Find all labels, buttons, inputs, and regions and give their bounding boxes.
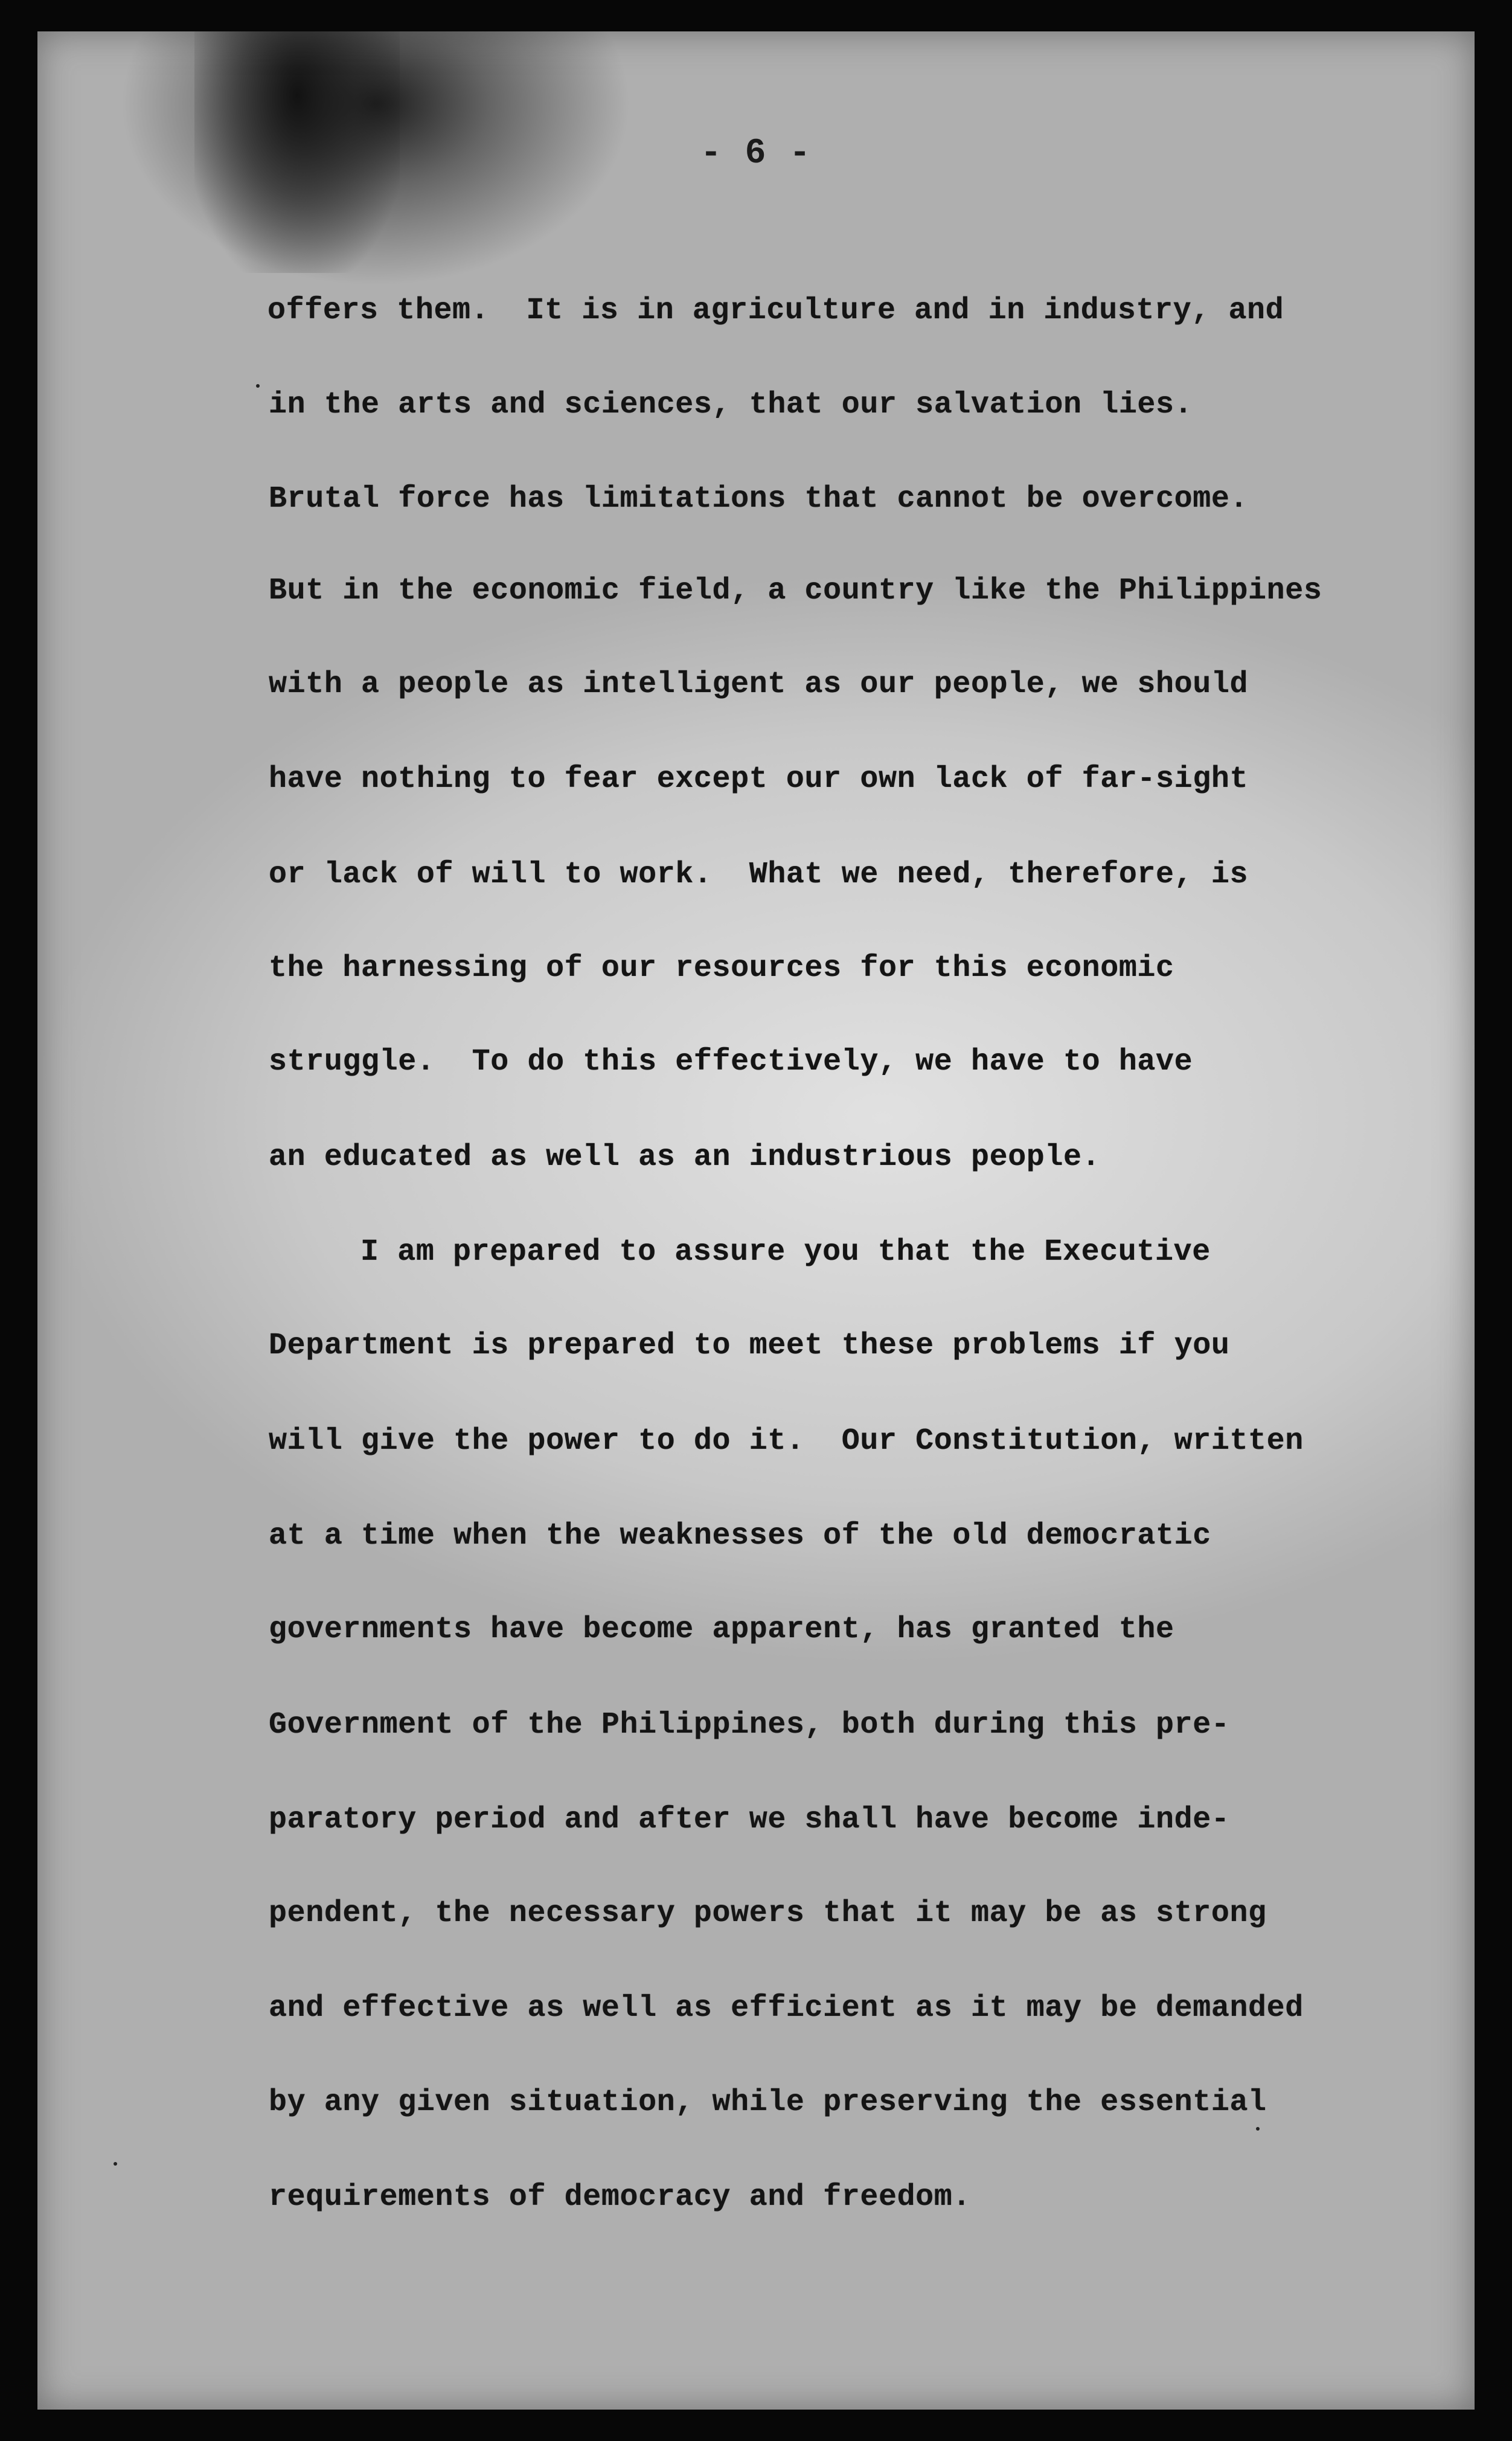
text-line: But in the economic field, a country like the Philippines [269, 574, 1322, 608]
paper-speck [1256, 2127, 1260, 2131]
page-number: - 6 - [700, 134, 812, 173]
text-line: in the arts and sciences, that our salvation lies. [269, 388, 1193, 422]
text-line: governments have become apparent, has granted the [269, 1612, 1174, 1647]
text-line: requirements of democracy and freedom. [269, 2180, 971, 2215]
text-line: Department is prepared to meet these problems if you [269, 1329, 1230, 1363]
text-line: with a people as intelligent as our people, we should [269, 667, 1249, 702]
paper-speck [114, 2162, 117, 2166]
text-line: by any given situation, while preserving the essential [269, 2085, 1267, 2120]
text-line: or lack of will to work. What we need, therefore, is [269, 858, 1249, 892]
text-line: pendent, the necessary powers that it may be as strong [269, 1896, 1267, 1931]
text-line: have nothing to fear except our own lack of far-sight [269, 762, 1249, 797]
text-line: and effective as well as efficient as it may be demanded [269, 1991, 1304, 2026]
text-line: will give the power to do it. Our Constitution, written [269, 1424, 1304, 1458]
text-line: Brutal force has limitations that cannot be overcome. [269, 482, 1249, 516]
paper-speck [256, 384, 260, 388]
text-line: struggle. To do this effectively, we have to have [269, 1045, 1193, 1079]
text-line: paratory period and after we shall have become inde- [269, 1803, 1230, 1837]
text-line: the harnessing of our resources for this economic [269, 951, 1174, 986]
text-line: at a time when the weaknesses of the old democratic [269, 1519, 1211, 1553]
text-line: an educated as well as an industrious people. [269, 1140, 1101, 1175]
text-line: Government of the Philippines, both during this pre- [269, 1708, 1230, 1742]
text-line: I am prepared to assure you that the Executive [360, 1235, 1211, 1269]
text-line: offers them. It is in agriculture and in industry, and [267, 293, 1284, 328]
